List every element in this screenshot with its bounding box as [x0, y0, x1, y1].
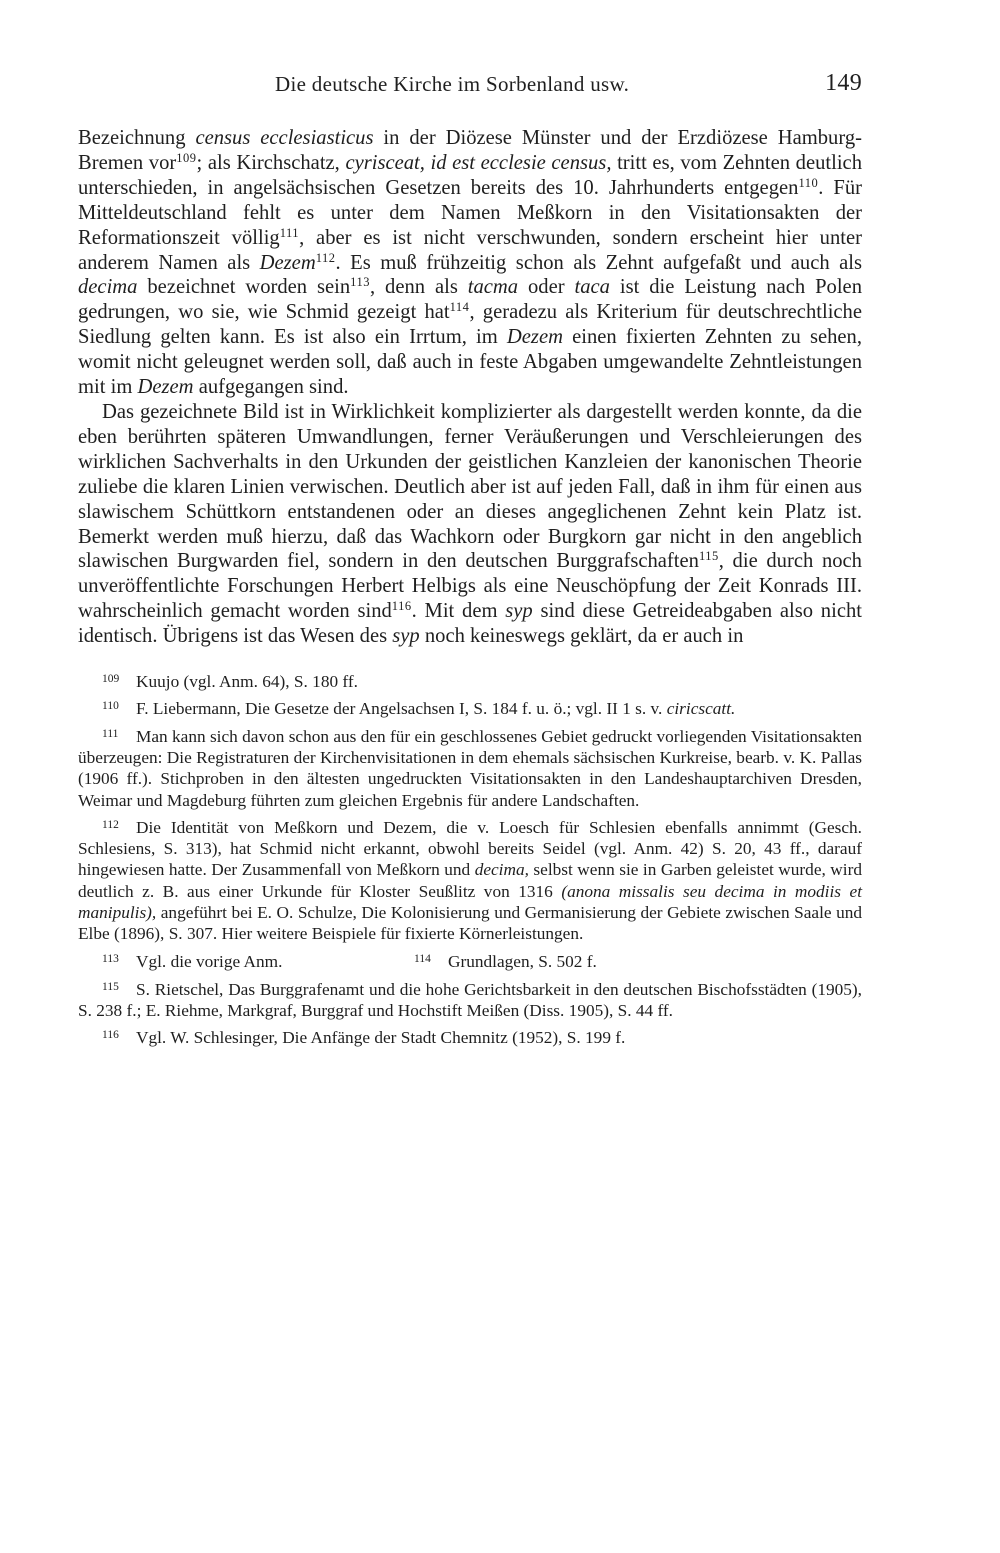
footnote-reference: 111	[279, 225, 300, 240]
footnote-116: 116 Vgl. W. Schlesinger, Die Anfänge der Stadt Chemnitz (1952), S. 199 f.	[102, 1028, 626, 1048]
italic-text: Dezem	[137, 376, 194, 399]
paragraph-1: Bezeichnung census ecclesiasticus in der Diözese Münster und der Erzdiözese Hamburg-Bremen vor$^{109}$; als Kirchschatz, cyrisceat, id est ecclesie census, tritt es, vom Zehnten deutlich unterschieden, in angelsächsischen Gesetzen bereits des 10. Jahrhunderts entgegen$^{110}$. Für Mitteldeutschland fehlt es unter dem Namen Meßkorn in den Visitationsakten der Reformationszeit völlig$^{111}$, aber es ist nicht verschwunden, sondern erscheint hier unter anderem Namen als Dezem$^{112}$. Es muß frühzeitig schon als Zehnt aufgefaßt und auch als decima bezeichnet worden sein$^{113}$, denn als tacma oder taca ist die Leistung nach Polen gedrungen, wo sie, wie Schmid gezeigt hat$^{114}$, geradezu als Kriterium für deutschrechtliche Siedlung gelten kann. Es ist also ein Irrtum, im Dezem einen fixierten Zehnten zu sehen, womit nicht geleugnet werden soll, daß auch in feste Abgaben umgewandelte Zehntleistungen mit im Dezem aufgegangen sind.	[78, 127, 863, 399]
italic-text: cyrisceat, id est ecclesie census,	[345, 151, 612, 174]
italic-text: Dezem	[259, 251, 316, 274]
footnote-text: Die Identität von Meßkorn und Dezem, die v. Loesch für Schlesien ebenfalls annimmt (Gesch. Schlesiens, S. 313), hat Schmid nicht erkannt, obwohl bereits Seidel (vgl. Anm. 42) S. 20, 43 ff., darauf hingewiesen hatte. Der Zusammenfall von Meßkorn und decima, selbst wenn sie in Garben geleistet wurde, wird deutlich z. B. aus einer Urkunde für Kloster Seußlitz von 1316 (anona missalis seu decima in modiis et manipulis), angeführt bei E. O. Schulze, Die Kolonisierung und Germanisierung der Gebiete zwischen Saale und Elbe (1896), S. 307. Hier weitere Beispiele für fixierte Körnerleistungen.	[78, 817, 862, 944]
footnote-reference: 112	[315, 250, 336, 265]
footnote-reference: 115	[698, 549, 719, 564]
italic-text: taca	[574, 276, 610, 299]
italic-text: (anona missalis seu decima in modiis et manipulis),	[78, 881, 862, 922]
footnote-reference: 110	[798, 175, 819, 190]
footnote-110: 110 F. Liebermann, Die Gesetze der Angelsachsen I, S. 184 f. u. ö.; vgl. II 1 s. v. ciricscatt.	[102, 699, 736, 719]
footnote-text: Man kann sich davon schon aus den für ein geschlossenes Gebiet gedruckt vorliegenden Visitationsakten überzeugen: Die Registraturen der Kirchenvisitationen in dem ehemals sächsischen Kurkreise, bearb. v. K. Pallas (1906 ff.). Stichproben in den ältesten ungedruckten Visitationsakten in den Landeshauptarchiven Dresden, Weimar und Magdeburg führten zum gleichen Ergebnis für andere Landschaften.	[78, 726, 862, 810]
footnote-109: 109 Kuujo (vgl. Anm. 64), S. 180 ff.	[102, 672, 358, 692]
italic-text: decima,	[474, 860, 529, 880]
footnotes	[78, 671, 862, 1048]
italic-text: syp	[392, 625, 420, 648]
footnote-113: 113 Vgl. die vorige Anm.	[102, 951, 283, 971]
footnote-text: Kuujo (vgl. Anm. 64), S. 180 ff.	[136, 672, 358, 692]
footnote-114: 114 Grundlagen, S. 502 f.	[414, 951, 597, 971]
italic-text: tacma	[467, 276, 519, 299]
footnote-text: S. Rietschel, Das Burggrafenamt und die hohe Gerichtsbarkeit in den deutschen Bischofsstädten (1905), S. 238 f.; E. Riehme, Markgraf, Burggraf und Hochstift Meißen (Diss. 1905), S. 44 ff.	[78, 979, 862, 1020]
italic-text: Dezem	[506, 326, 563, 349]
footnote-115: 115 S. Rietschel, Das Burggrafenamt und die hohe Gerichtsbarkeit in den deutschen Bischofsstädten (1905), S. 238 f.; E. Riehme, Markgraf, Burggraf und Hochstift Meißen (Diss. 1905), S. 44 ff.	[78, 979, 862, 1020]
footnote-112: 112 Die Identität von Meßkorn und Dezem, die v. Loesch für Schlesien ebenfalls annimmt (Gesch. Schlesiens, S. 313), hat Schmid nicht erkannt, obwohl bereits Seidel (vgl. Anm. 42) S. 20, 43 ff., darauf hingewiesen hatte. Der Zusammenfall von Meßkorn und decima, selbst wenn sie in Garben geleistet wurde, wird deutlich z. B. aus einer Urkunde für Kloster Seußlitz von 1316 (anona missalis seu decima in modiis et manipulis), angeführt bei E. O. Schulze, Die Kolonisierung und Germanisierung der Gebiete zwischen Saale und Elbe (1896), S. 307. Hier weitere Beispiele für fixierte Körnerleistungen.	[78, 817, 862, 944]
footnote-111: 111 Man kann sich davon schon aus den für ein geschlossenes Gebiet gedruckt vorliegenden Visitationsakten überzeugen: Die Registraturen der Kirchenvisitationen in dem ehemals sächsischen Kurkreise, bearb. v. K. Pallas (1906 ff.). Stichproben in den ältesten ungedruckten Visitationsakten in den Landeshauptarchiven Dresden, Weimar und Magdeburg führten zum gleichen Ergebnis für andere Landschaften.	[78, 726, 862, 810]
footnote-text: F. Liebermann, Die Gesetze der Angelsachsen I, S. 184 f. u. ö.; vgl. II 1 s. v. ciricscatt.	[136, 699, 736, 719]
footnote-text: Grundlagen, S. 502 f.	[448, 951, 597, 971]
book-page	[78, 70, 862, 1054]
italic-text: syp	[505, 600, 533, 623]
running-head-title: Die deutsche Kirche im Sorbenland usw.	[275, 72, 630, 96]
page-number: 149	[825, 70, 862, 96]
footnote-reference: 116	[391, 599, 412, 614]
footnote-text: Vgl. die vorige Anm.	[136, 951, 283, 971]
italic-text: decima	[78, 276, 138, 299]
footnote-text: Vgl. W. Schlesinger, Die Anfänge der Stadt Chemnitz (1952), S. 199 f.	[136, 1028, 626, 1048]
footnote-reference: 114	[449, 300, 470, 315]
footnote-reference: 109	[176, 150, 197, 165]
italic-text: census ecclesiasticus	[195, 127, 374, 149]
footnote-row-113-114	[78, 951, 862, 973]
footnote-reference: 113	[350, 275, 370, 290]
main-text	[78, 126, 862, 649]
running-head	[78, 70, 862, 106]
italic-text: ciricscatt.	[666, 699, 736, 719]
paragraph-2: Das gezeichnete Bild ist in Wirklichkeit komplizierter als dargestellt werden konnte, da die eben berührten späteren Umwandlungen, ferner Veräußerungen und Verschleierungen des wirklichen Sachverhalts in den Urkunden der geistlichen Kanzleien der kanonischen Theorie zuliebe die klaren Linien verwischen. Deutlich aber ist auf jeden Fall, daß in ihm für einen aus slawischem Schüttkorn entstandenen oder an dieses angeglichenen Zehnt kein Platz ist. Bemerkt werden muß hierzu, daß das Wachkorn oder Burgkorn gar nicht in den angeblich slawischen Burgwarden fiel, sondern in den deutschen Burggrafschaften$^{115}$, die durch noch unveröffentlichte Forschungen Herbert Helbigs als eine Neuschöpfung der Zeit Konrads III. wahrscheinlich gemacht worden sind$^{116}$. Mit dem syp sind diese Getreideabgaben also nicht identisch. Übrigens ist das Wesen des syp noch keineswegs geklärt, da er auch in	[78, 400, 862, 648]
